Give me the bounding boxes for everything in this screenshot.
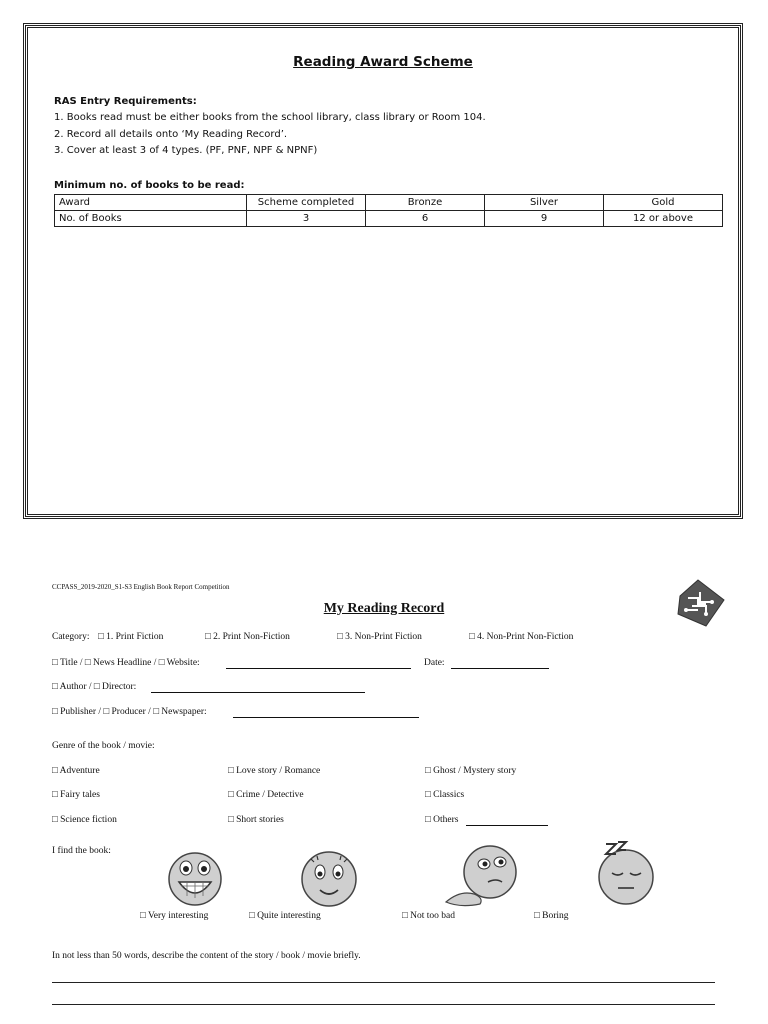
table-cell: 12 or above <box>604 211 723 227</box>
title-label: □ Title / □ News Headline / □ Website: <box>52 658 200 668</box>
competition-note: CCPASS_2019-2020_S1-S3 English Book Report Competition <box>52 583 230 591</box>
table-header-cell: Gold <box>604 195 723 211</box>
publisher-label: □ Publisher / □ Producer / □ Newspaper: <box>52 707 207 717</box>
category-option-print-fiction[interactable]: □ 1. Print Fiction <box>98 632 164 642</box>
genre-option-classics[interactable]: □ Classics <box>425 790 465 800</box>
award-table-header-row <box>55 195 723 211</box>
reading-record-title: My Reading Record <box>323 601 445 616</box>
table-header-cell: Silver <box>485 195 604 211</box>
rating-quite-interesting[interactable]: □ Quite interesting <box>249 911 321 921</box>
category-label: Category: <box>52 632 90 642</box>
publisher-input-line[interactable] <box>233 708 419 718</box>
others-input-line[interactable] <box>466 816 548 826</box>
rating-very-interesting[interactable]: □ Very interesting <box>140 911 209 921</box>
date-label: Date: <box>424 658 445 668</box>
genre-option-others[interactable]: □ Others <box>425 815 459 825</box>
genre-option-science-fiction[interactable]: □ Science fiction <box>52 815 117 825</box>
answer-line[interactable] <box>52 1004 715 1005</box>
award-table <box>54 194 723 227</box>
genre-option-ghost-mystery[interactable]: □ Ghost / Mystery story <box>425 766 517 776</box>
category-option-print-non-fiction[interactable]: □ 2. Print Non-Fiction <box>205 632 290 642</box>
thinking-face-icon <box>440 842 530 910</box>
rating-boring[interactable]: □ Boring <box>534 911 569 921</box>
award-table-row <box>55 211 723 227</box>
describe-prompt: In not less than 50 words, describe the content of the story / book / movie briefly. <box>52 951 361 961</box>
reading-award-scheme-box <box>23 23 743 519</box>
smiling-face-icon <box>298 848 360 908</box>
table-cell: 3 <box>247 211 366 227</box>
author-label: □ Author / □ Director: <box>52 682 137 692</box>
table-header-cell: Scheme completed <box>247 195 366 211</box>
find-book-label: I find the book: <box>52 846 111 856</box>
genre-option-fairy-tales[interactable]: □ Fairy tales <box>52 790 100 800</box>
ras-minimum-heading: Minimum no. of books to be read: <box>54 180 245 191</box>
ras-requirement-2: 2. Record all details onto ‘My Reading Record’. <box>54 129 288 140</box>
genre-label: Genre of the book / movie: <box>52 741 155 751</box>
category-option-non-print-fiction[interactable]: □ 3. Non-Print Fiction <box>337 632 422 642</box>
sleeping-face-icon <box>596 840 658 906</box>
genre-option-crime-detective[interactable]: □ Crime / Detective <box>228 790 304 800</box>
ras-requirements-heading: RAS Entry Requirements: <box>54 96 197 107</box>
category-option-non-print-non-fiction[interactable]: □ 4. Non-Print Non-Fiction <box>469 632 574 642</box>
ras-title: Reading Award Scheme <box>293 54 473 70</box>
author-input-line[interactable] <box>151 683 365 693</box>
ras-requirement-3: 3. Cover at least 3 of 4 types. (PF, PNF, NPF & NPNF) <box>54 145 318 156</box>
table-cell: No. of Books <box>55 211 247 227</box>
answer-line[interactable] <box>52 982 715 983</box>
grinning-face-icon <box>165 848 225 908</box>
table-cell: 6 <box>366 211 485 227</box>
title-input-line[interactable] <box>226 659 411 669</box>
date-input-line[interactable] <box>451 659 549 669</box>
genre-option-short-stories[interactable]: □ Short stories <box>228 815 284 825</box>
genre-option-adventure[interactable]: □ Adventure <box>52 766 100 776</box>
table-cell: 9 <box>485 211 604 227</box>
ras-requirement-1: 1. Books read must be either books from the school library, class library or Room 104. <box>54 112 486 123</box>
table-header-cell: Bronze <box>366 195 485 211</box>
school-logo-icon <box>672 576 730 630</box>
table-header-cell: Award <box>55 195 247 211</box>
rating-not-too-bad[interactable]: □ Not too bad <box>402 911 455 921</box>
genre-option-love-story[interactable]: □ Love story / Romance <box>228 766 321 776</box>
